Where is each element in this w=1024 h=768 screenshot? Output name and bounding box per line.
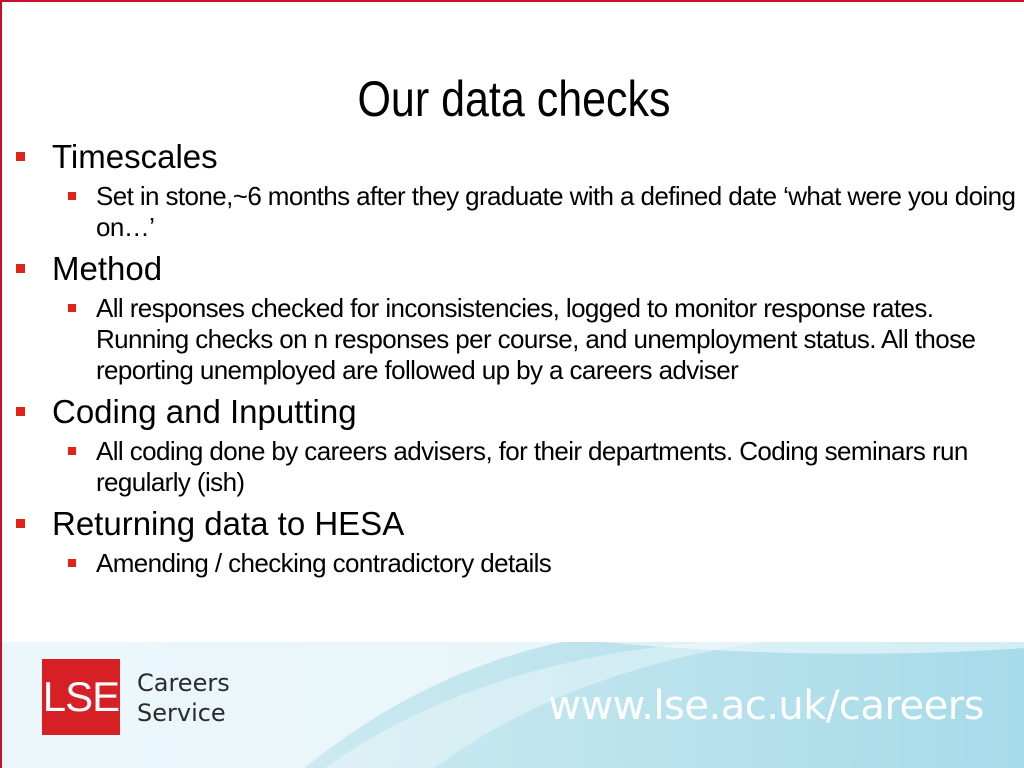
square-bullet-icon	[68, 559, 76, 567]
sub-bullet-text: All responses checked for inconsistencies, logged to monitor response rates. Running checks on n responses per course, and unemployment status. All those reporting unemployed are followed up by a careers adviser	[96, 293, 976, 385]
service-line-2: Service	[137, 699, 226, 727]
footer-url: www.lse.ac.uk/careers	[548, 683, 984, 729]
square-bullet-icon	[68, 192, 76, 200]
bullet-label: Returning data to HESA	[52, 505, 405, 542]
square-bullet-icon	[16, 407, 25, 416]
square-bullet-icon	[16, 519, 25, 528]
square-bullet-icon	[68, 447, 76, 455]
bullet-label: Timescales	[52, 138, 218, 175]
bullet-label: Coding and Inputting	[52, 393, 357, 430]
bullet-label: Method	[52, 250, 163, 287]
slide-title: Our data checks	[357, 71, 671, 127]
bullet-group-method	[2, 250, 1024, 386]
bullet-list	[2, 138, 1024, 586]
square-bullet-icon	[16, 152, 25, 161]
sub-bullet-text: All coding done by careers advisers, for their departments. Coding seminars run regularly (ish)	[96, 436, 968, 497]
footer-banner	[2, 642, 1024, 768]
sub-bullet-text: Amending / checking contradictory details	[96, 548, 552, 578]
sub-bullet-item	[2, 436, 1024, 498]
sub-bullet-text: Set in stone,~6 months after they graduate with a defined date ‘what were you doing on…’	[96, 181, 1016, 242]
bullet-group-coding	[2, 393, 1024, 498]
bullet-item	[2, 250, 1024, 288]
sub-bullet-item	[2, 548, 1024, 579]
square-bullet-icon	[16, 264, 25, 273]
bullet-item	[2, 393, 1024, 431]
bullet-item	[2, 138, 1024, 176]
bullet-group-hesa	[2, 505, 1024, 579]
lse-logo: LSE	[42, 659, 120, 735]
bullet-item	[2, 505, 1024, 543]
square-bullet-icon	[68, 304, 76, 312]
bullet-group-timescales	[2, 138, 1024, 243]
sub-bullet-item	[2, 181, 1024, 243]
service-line-1: Careers	[137, 669, 230, 697]
careers-service-label	[137, 668, 230, 728]
sub-bullet-item	[2, 293, 1024, 386]
